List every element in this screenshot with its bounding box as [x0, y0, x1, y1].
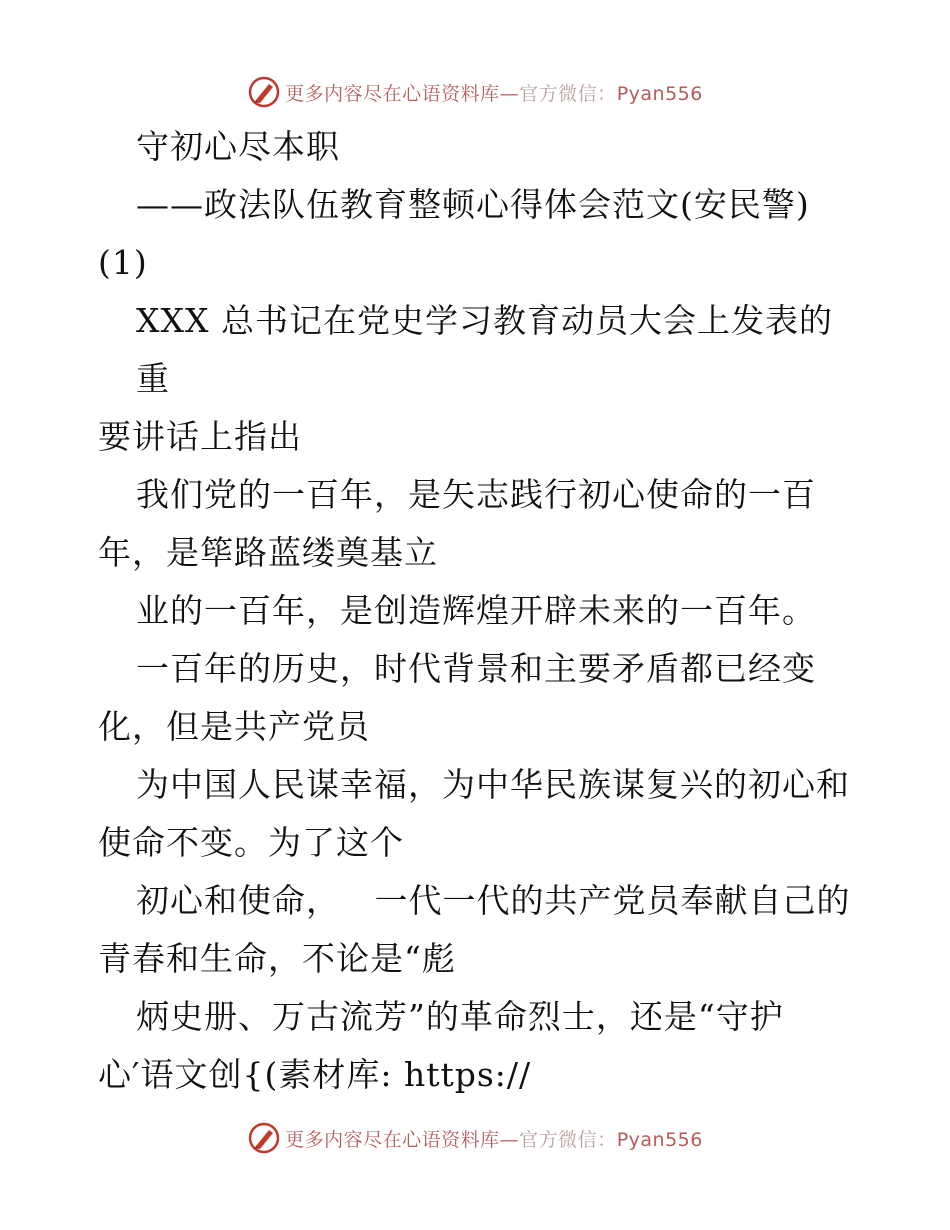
doc-line: 一百年的历史，时代背景和主要矛盾都已经变: [136, 649, 816, 688]
doc-line: (1): [98, 243, 148, 282]
banner-main-text: 更多内容尽在心语资料库: [285, 82, 500, 105]
banner-wechat-id: Pyan556: [616, 1128, 703, 1151]
doc-line: 使命不变。为了这个: [98, 823, 404, 862]
banner-text: [285, 1125, 703, 1152]
banner-dash: —: [499, 1128, 520, 1151]
banner-main-text: 更多内容尽在心语资料库: [285, 1128, 500, 1151]
banner-text: [285, 79, 703, 106]
banner-inner: [247, 75, 703, 109]
doc-subtitle: ——政法队伍教育整顿心得体会范文(安民警): [136, 185, 810, 224]
doc-line: 年，是筚路蓝缕奠基立: [98, 533, 438, 572]
pen-logo-icon: [247, 75, 281, 109]
footer-banner: [0, 1116, 950, 1160]
doc-line: 初心和使命， 一代一代的共产党员奉献自己的: [136, 881, 851, 920]
banner-inner: [247, 1121, 703, 1155]
document-body: [98, 118, 858, 1104]
banner-wechat-label: 官方微信：: [519, 82, 617, 105]
doc-line: 我们党的一百年，是矢志践行初心使命的一百: [136, 475, 816, 514]
doc-line: 炳史册、万古流芳”的革命烈士，还是“守护: [136, 997, 784, 1036]
banner-dash: —: [499, 82, 520, 105]
doc-line: 青春和生命，不论是“彪: [98, 939, 456, 978]
doc-line: 心′语文创{(素材库: https://: [98, 1055, 532, 1094]
doc-line: 要讲话上指出: [98, 417, 302, 456]
doc-line: 业的一百年，是创造辉煌开辟未来的一百年。: [136, 591, 816, 630]
doc-line: XXX 总书记在党史学习教育动员大会上发表的重: [136, 301, 833, 398]
banner-wechat-label: 官方微信：: [519, 1128, 617, 1151]
doc-title: 守初心尽本职: [136, 127, 340, 166]
pen-logo-icon: [247, 1121, 281, 1155]
banner-wechat-id: Pyan556: [616, 82, 703, 105]
doc-line: 化，但是共产党员: [98, 707, 370, 746]
header-banner: [0, 70, 950, 114]
doc-line: 为中国人民谋幸福，为中华民族谋复兴的初心和: [136, 765, 850, 804]
